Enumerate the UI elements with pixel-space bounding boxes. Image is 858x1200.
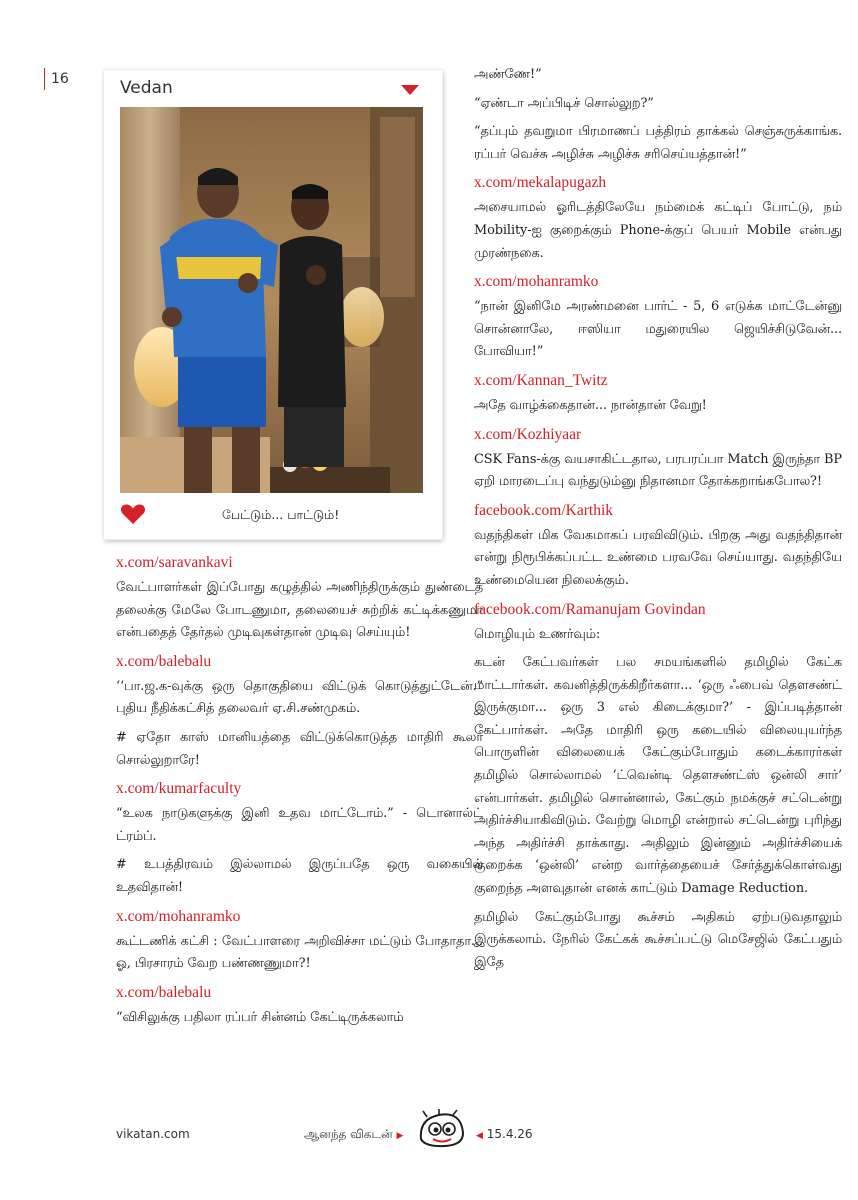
post-text: “விசிலுக்கு பதிலா ரப்பர் சின்னம் கேட்டிருக்கலாம்: [116, 1009, 404, 1025]
post-text: “தப்பும் தவறுமா பிரமாணப் பத்திரம் தாக்கல் செஞ்சுருக்காங்க. ரப்பர் வெச்சு அழிச்சு அழிச்சு சரிசெய்யத்தான்!”: [474, 124, 842, 162]
post-handle[interactable]: x.com/Kannan_Twitz: [474, 371, 608, 389]
arrow-right-icon: ▶: [396, 1131, 404, 1141]
post-text: தமிழில் கேட்கும்போது கூச்சம் அதிகம் ஏற்படுவதாலும் இருக்கலாம். நேரில் கேட்கக் கூச்சப்பட்டு மெசேஜில் கேட்பதும் இதே: [474, 909, 842, 970]
post-text: “நான் இனிமே அரண்மனை பார்ட் - 5, 6 எடுக்க மாட்டேன்னு சொன்னாலே, ஈஸியா மதுரையில ஜெயிச்சிடுவேன்... போவியா!”: [474, 299, 842, 360]
vikatan-mascot-icon: [415, 1109, 469, 1152]
post-handle[interactable]: x.com/saravankavi: [116, 554, 233, 571]
post-text: அதே வாழ்க்கைதான்... நான்தான் வேறு!: [474, 397, 707, 413]
post-text: அசையாமல் ஓரிடத்திலேயே நம்மைக் கட்டிப் போட்டு, நம் Mobility-ஐ குறைக்கும் Phone-க்குப் பெயர் Mobile என்பது முரண்நகை.: [474, 200, 842, 261]
post-handle[interactable]: x.com/balebalu: [116, 983, 212, 1001]
post-comment: # உபத்திரவம் இல்லாமல் இருப்பதே ஒரு வகையில் உதவிதான்!: [116, 857, 483, 895]
post-text: வதந்திகள் மிக வேகமாகப் பரவிவிடும். பிறகு அது வதந்திதான் என்று நிரூபிக்கப்பட்ட உண்மை பரவவே செய்யாது. வதந்தியே உண்மையென நிலைக்கும்.: [474, 527, 842, 588]
post-text: CSK Fans-க்கு வயசாகிட்டதால, பரபரப்பா Match இருந்தா BP ஏறி மாரடைப்பு வந்துடும்னு நிதானமா தோக்கறாங்கபோல?!: [474, 451, 842, 490]
post-handle[interactable]: x.com/mohanramko: [474, 273, 599, 291]
footer-date-group: [476, 1127, 533, 1141]
post-text: வேட்பாளர்கள் இப்போது கழுத்தில் அணிந்திருக்கும் துண்டைத் தலைக்கு மேலே போடணுமா, தலையைச் சுற்றிக் கட்டிக்கணுமா என்பதைத் தேர்தல் முடிவுகள்தான் முடிவு செய்யும்!: [116, 580, 483, 641]
post-text: அண்ணே!”: [474, 67, 542, 82]
post-handle[interactable]: x.com/balebalu: [116, 652, 212, 670]
post-caption: பேட்டும்... பாட்டும்!: [222, 507, 340, 522]
post-handle[interactable]: x.com/mohanramko: [116, 907, 241, 925]
post-comment: # ஏதோ காஸ் மானியத்தை விட்டுக்கொடுத்த மாதிரி கூலா சொல்லுறாரே!: [116, 729, 483, 768]
issue-date: 15.4.26: [486, 1127, 533, 1141]
post-text: “ஏண்டா அப்பிடிச் சொல்லுற?”: [474, 95, 654, 111]
post-handle[interactable]: x.com/Kozhiyaar: [474, 425, 582, 443]
post-subheading: மொழியும் உணர்வும்:: [474, 626, 601, 642]
post-handle[interactable]: x.com/kumarfaculty: [116, 780, 242, 798]
footer-site[interactable]: vikatan.com: [116, 1127, 190, 1141]
footer-magazine: [304, 1127, 403, 1143]
right-column: [474, 64, 842, 980]
magazine-name: ஆனந்த விகடன்: [304, 1127, 393, 1141]
post-text: கூட்டணிக் கட்சி : வேட்பாளரை அறிவிச்சா மட்டும் போதாதா... ஓ, பிரசாரம் வேற பண்ணணுமா?!: [116, 933, 483, 972]
post-text: ‘‘பா.ஜ.க-வுக்கு ஒரு தொகுதியை விட்டுக் கொடுத்துட்டேன்.” புதிய நீதிக்கட்சித் தலைவர் ஏ.சி.சண்முகம்.: [116, 678, 483, 717]
heart-icon[interactable]: [120, 503, 146, 529]
page-number: 16: [44, 68, 69, 90]
post-author-name: Vedan: [120, 78, 173, 98]
post-handle[interactable]: facebook.com/Karthik: [474, 501, 614, 519]
caret-down-icon[interactable]: [400, 81, 420, 100]
page-footer: [0, 1125, 858, 1145]
left-column: [116, 552, 483, 1035]
social-post-card: [104, 70, 442, 539]
post-photo: [120, 107, 423, 553]
post-text: கடன் கேட்பவர்கள் பல சமயங்களில் தமிழில் கேட்க மாட்டார்கள். கவனித்திருக்கிறீர்களா... ‘ஒரு ஃபைவ் தௌசண்ட் இருக்குமா... ஒரு 3 எல் கிடைக்குமா?’ - இப்படித்தான் கேட்பார்கள். அதே மாதிரி ஒரு கடையில் விலையுயர்ந்த பொருளின் விலையைக் கேட்கும்போதும் கடைக்காரர்கள் தமிழில் சொல்லாமல் ‘ட்வென்டி தௌசண்ட்ஸ் ஒன்லி சார்’ என்பார்கள். தமிழில் சொன்னால், கேட்கும் நமக்குச் சட்டென்று அதிர்ச்சியாகிவிடும். வேற்று மொழி என்றால் சட்டென்று புரிந்து அந்த அதிர்ச்சி தாக்காது. அதிலும் இன்னும் அதிர்ச்சியைக் குறைக்க ‘ஒன்லி’ என்ற வார்த்தையைச் சேர்த்துக்கொள்வது குறைந்த அளவுதான் எனக் காட்டும் Damage Reduction.: [474, 655, 842, 897]
arrow-left-icon: ◀: [476, 1131, 483, 1141]
post-handle[interactable]: facebook.com/Ramanujam Govindan: [474, 600, 706, 618]
post-text: “உலக நாடுகளுக்கு இனி உதவ மாட்டோம்.” - டொனால்ட் ட்ரம்ப்.: [116, 806, 483, 844]
post-handle[interactable]: x.com/mekalapugazh: [474, 174, 607, 192]
